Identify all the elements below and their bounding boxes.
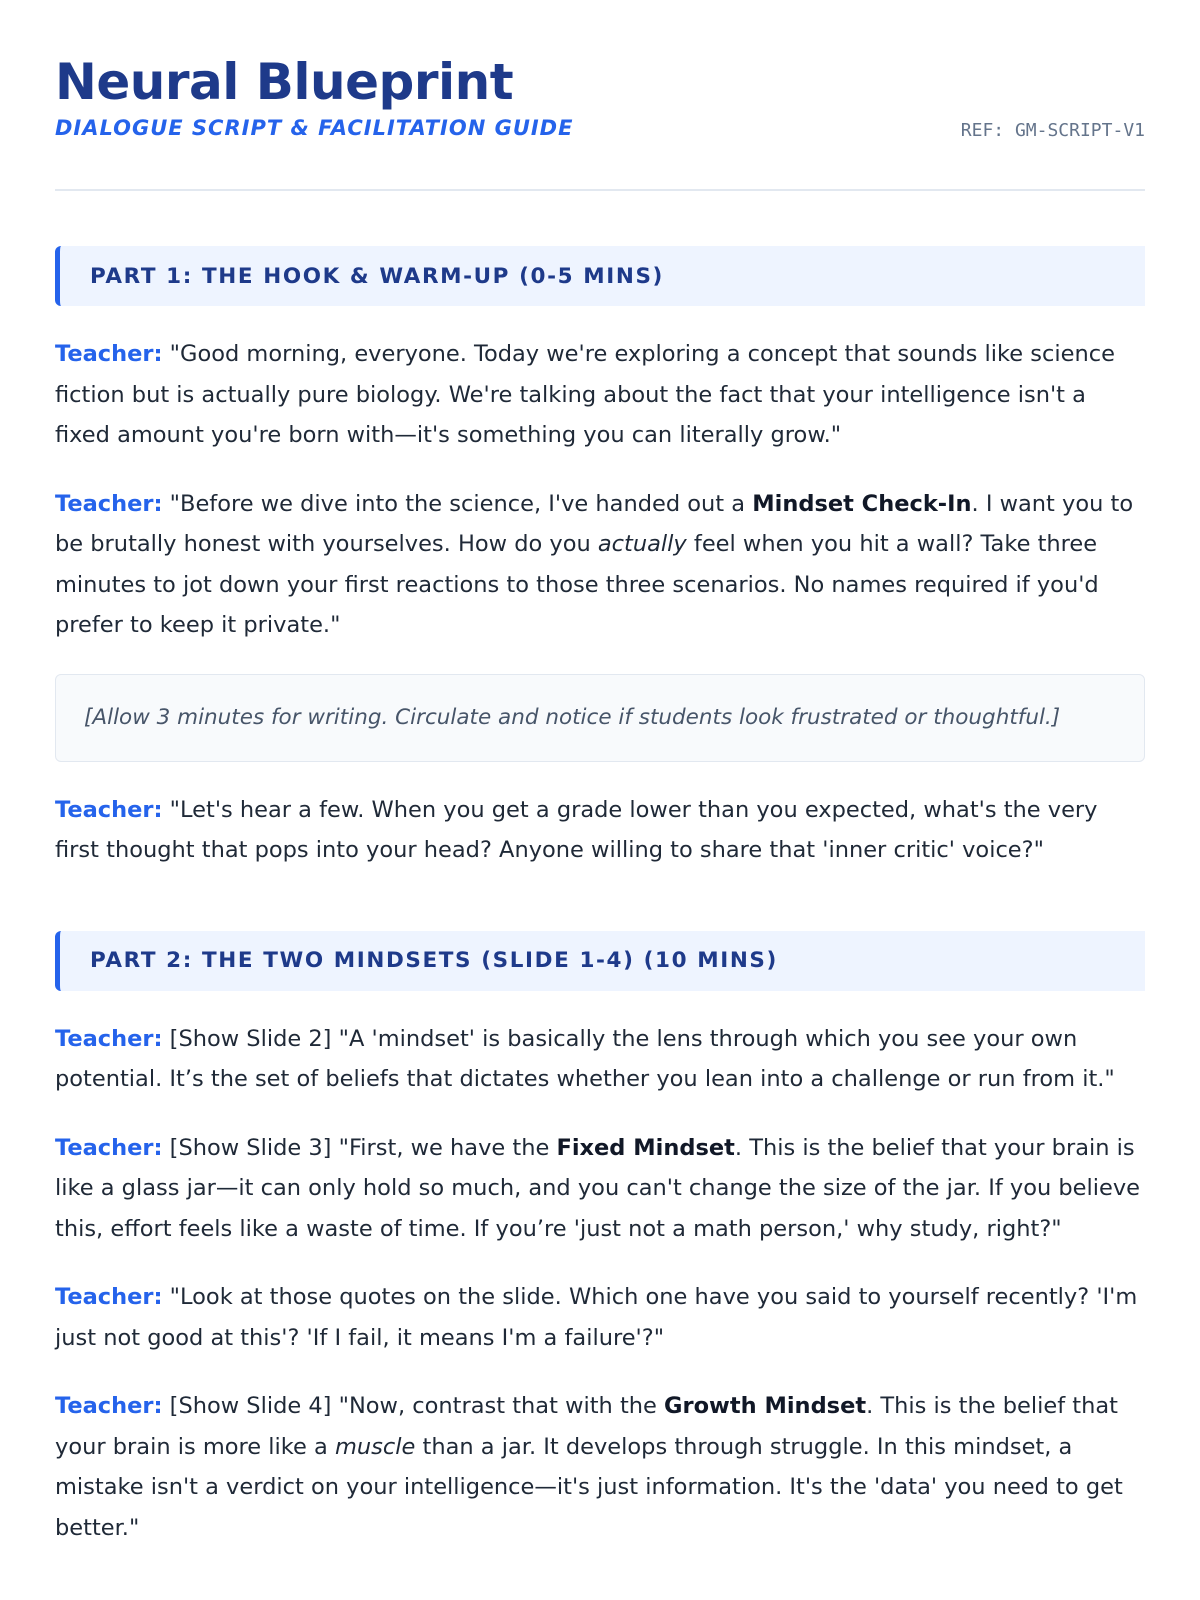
speaker-label: Teacher: <box>55 490 163 517</box>
emphasis-bold: Growth Mindset <box>664 1393 867 1419</box>
dialogue-paragraph <box>55 790 1145 871</box>
dialogue-text: [Show Slide 3] "First, we have the <box>162 1134 557 1161</box>
document-header <box>55 0 1145 191</box>
dialogue-paragraph <box>55 1386 1145 1548</box>
speaker-label: Teacher: <box>55 796 163 823</box>
dialogue-text: feel when you hit a wall? Take three minutes to jot down your first reactions to those three scenarios. No names required if you'd prefer to keep it private." <box>55 531 1099 638</box>
dialogue-paragraph <box>55 334 1145 456</box>
dialogue-text: . This is the belief that your brain is more like a <box>55 1393 1118 1460</box>
dialogue-text: "Good morning, everyone. Today we're exploring a concept that sounds like science fiction but is actually pure biology. We're talking about the fact that your intelligence isn't a fixed amount you're born with—it's something you can literally grow." <box>55 341 1115 448</box>
dialogue-paragraph <box>55 484 1145 646</box>
speaker-label: Teacher: <box>55 1284 163 1310</box>
document-title: Neural Blueprint <box>55 53 514 111</box>
dialogue-text: "Before we dive into the science, I've handed out a <box>162 490 753 517</box>
dialogue-text: . This is the belief that your brain is like a glass jar—it can only hold so much, and you can't change the size of the jar. If you believe this, effort feels like a waste of time. If you’re 'just not a math person,' why study, right?" <box>55 1134 1141 1242</box>
document-subtitle: DIALOGUE SCRIPT & FACILITATION GUIDE <box>55 116 574 140</box>
speaker-label: Teacher: <box>55 1393 163 1419</box>
section-heading-part-1: PART 1: THE HOOK & WARM-UP (0-5 MINS) <box>55 246 1145 306</box>
emphasis-bold: Mindset Check-In <box>752 490 972 517</box>
facilitator-note: [Allow 3 minutes for writing. Circulate and notice if students look frustrated or thoughtful.] <box>55 674 1145 762</box>
dialogue-text: "Look at those quotes on the slide. Which one have you said to yourself recently? 'I'm just not good at this'? 'If I fail, it means I'm a failure'?" <box>55 1284 1138 1351</box>
speaker-label: Teacher: <box>55 1025 163 1052</box>
speaker-label: Teacher: <box>55 341 163 367</box>
dialogue-text: "Let's hear a few. When you get a grade lower than you expected, what's the very first thought that pops into your head? Anyone willing to share that 'inner critic' voice?" <box>55 796 1098 863</box>
emphasis-bold: Fixed Mindset <box>556 1134 735 1161</box>
dialogue-paragraph <box>55 1019 1145 1100</box>
dialogue-text: . I want you to be brutally honest with yourselves. How do you <box>55 490 1134 557</box>
section-heading-part-2: PART 2: THE TWO MINDSETS (SLIDE 1-4) (10 MINS) <box>55 931 1145 991</box>
dialogue-paragraph <box>55 1277 1145 1358</box>
dialogue-text: than a jar. It develops through struggle. In this mindset, a mistake isn't a verdict on your intelligence—it's just information. It's the 'data' you need to get better." <box>55 1433 1123 1541</box>
emphasis-italic: muscle <box>334 1433 416 1460</box>
dialogue-paragraph <box>55 1128 1145 1250</box>
speaker-label: Teacher: <box>55 1134 163 1161</box>
reference-code: REF: GM-SCRIPT-V1 <box>960 120 1145 141</box>
dialogue-text: [Show Slide 2] "A 'mindset' is basically the lens through which you see your own potential. It’s the set of beliefs that dictates whether you lean into a challenge or run from it." <box>55 1025 1115 1092</box>
dialogue-text: [Show Slide 4] "Now, contrast that with the <box>162 1393 665 1419</box>
emphasis-italic: actually <box>597 531 687 557</box>
